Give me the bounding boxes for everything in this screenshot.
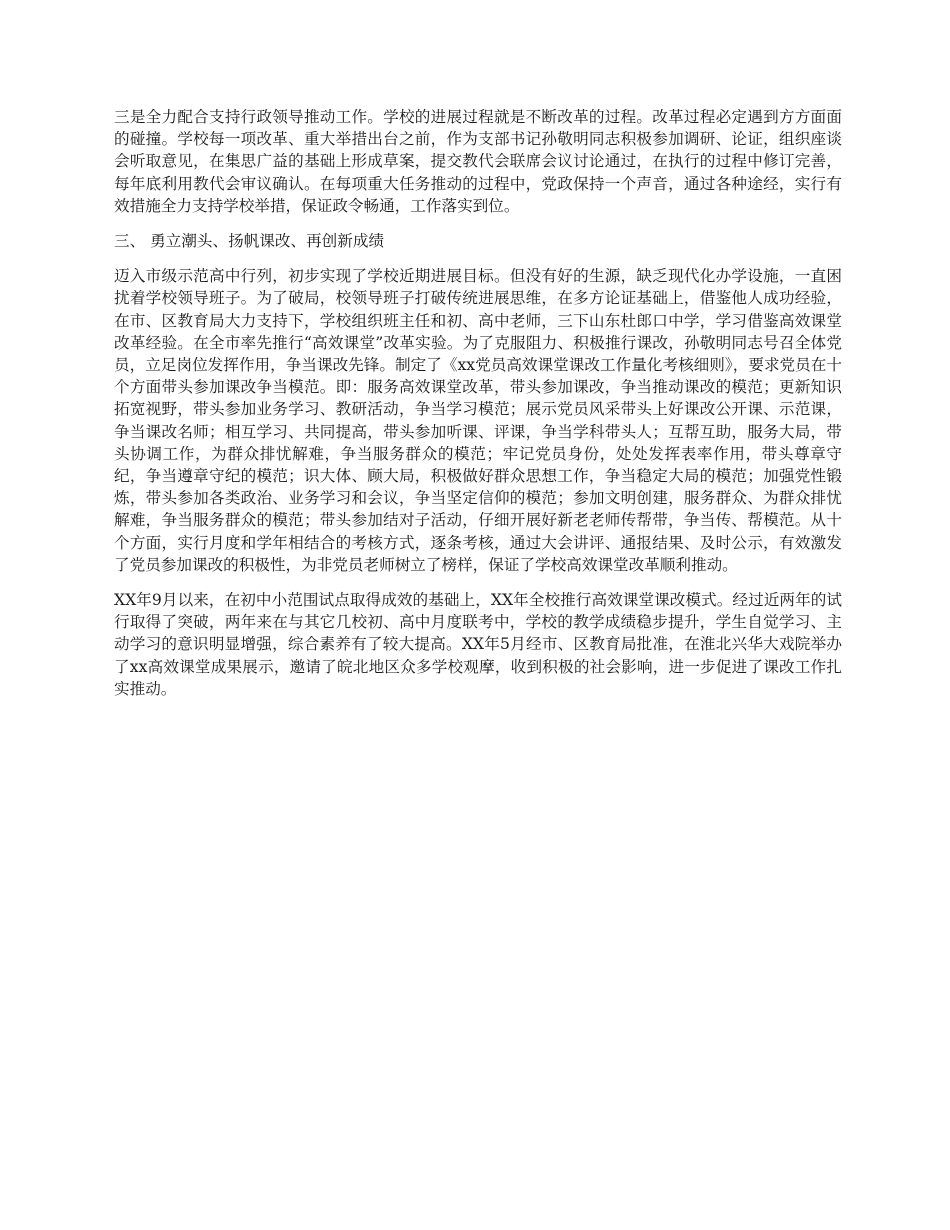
section-heading-3: 三、 勇立潮头、扬帆课改、再创新成绩 — [114, 232, 385, 251]
paragraph-curriculum-reform: 迈入市级示范高中行列，初步实现了学校近期进展目标。但没有好的生源，缺乏现代化办学设施，一直困扰着学校领导班子。为了破局，校领导班子打破传统进展思维，在多方论证基础上，借鉴他人成功经验，在市、区教育局大力支持下，学校组织班主任和初、高中老师，三下山东杜郎口中学，学习借鉴高效课堂改革经验。在全市率先推行“高效课堂”改革实验。为了克服阻力、积极推行课改，孙敬明同志号召全体党员，立足岗位发挥作用，争当课改先锋。制定了《xx党员高效课堂课改工作量化考核细则》，要求党员在十个方面带头参加课改争当模范。即：服务高效课堂改革，带头参加课改，争当推动课改的模范；更新知识拓宽视野，带头参加业务学习、教研活动，争当学习模范；展示党员风采带头上好课改公开课、示范课，争当课改名师；相互学习、共同提高，带头参加听课、评课，争当学科带头人；互帮互助，服务大局，带头协调工作，为群众排忧解难，争当服务群众的模范；牢记党员身份，处处发挥表率作用，带头尊章守纪，争当遵章守纪的模范；识大体、顾大局，积极做好群众思想工作，争当稳定大局的模范；加强党性锻炼，带头参加各类政治、业务学习和会议，争当坚定信仰的模范；参加文明创建，服务群众、为群众排忧解难，争当服务群众的模范；带头参加结对子活动，仔细开展好新老老师传帮带，争当传、帮模范。从十个方面，实行月度和学年相结合的考核方式，逐条考核，通过大会讲评、通报结果、及时公示，有效激发了党员参加课改的积极性，为非党员老师树立了榜样，保证了学校高效课堂改革顺利推动。 — [114, 267, 842, 574]
document-page — [114, 106, 842, 713]
paragraph-party-support: 三是全力配合支持行政领导推动工作。学校的进展过程就是不断改革的过程。改革过程必定遇到方方面面的碰撞。学校每一项改革、重大举措出台之前，作为支部书记孙敬明同志积极参加调研、论证，组织座谈会听取意见，在集思广益的基础上形成草案，提交教代会联席会议讨论通过，在执行的过程中修订完善，每年底利用教代会审议确认。在每项重大任务推动的过程中，党政保持一个声音，通过各种途经，实行有效措施全力支持学校举措，保证政令畅通，工作落实到位。 — [114, 108, 842, 215]
paragraph-reform-results: XX年9月以来，在初中小范围试点取得成效的基础上，XX年全校推行高效课堂课改模式。经过近两年的试行取得了突破，两年来在与其它几校初、高中月度联考中，学校的教学成绩稳步提升，学生自觉学习、主动学习的意识明显增强，综合素养有了较大提高。XX年5月经市、区教育局批准，在淮北兴华大戏院举办了xx高效课堂成果展示，邀请了皖北地区众多学校观摩，收到积极的社会影响，进一步促进了课改工作扎实推动。 — [114, 591, 842, 698]
